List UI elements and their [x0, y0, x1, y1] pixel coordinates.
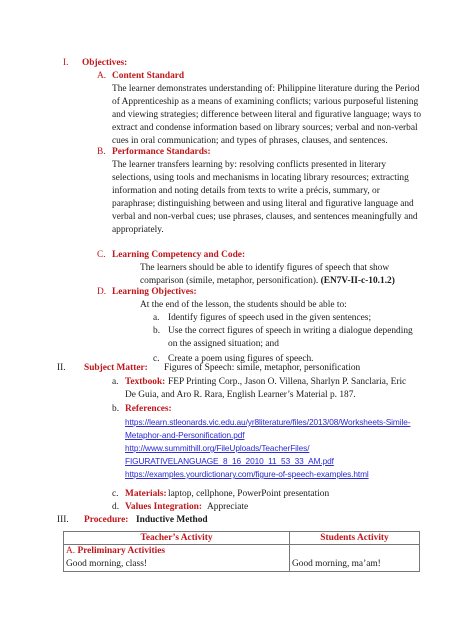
competency-text-line1: The learners should be able to identify figures of speech that show — [140, 263, 390, 273]
procedure-text: Inductive Method — [136, 515, 208, 525]
values-label: Values Integration: — [125, 502, 202, 512]
objective-item: Identify figures of speech used in the given sentences; — [168, 313, 372, 323]
materials-text: laptop, cellphone, PowerPoint presentation — [168, 489, 330, 499]
content-standard-line: extract and condense information based on library sources; verbal and non-verbal — [112, 123, 418, 133]
performance-standards-line: selections, using tools and mechanisms in locating library resources; extracting — [112, 173, 409, 183]
objectives-heading: Objectives: — [82, 58, 128, 68]
content-standard-title: Content Standard — [112, 71, 185, 81]
performance-standards-title: Performance Standards: — [112, 147, 211, 157]
teacher-activity-header: Teacher’s Activity — [64, 532, 290, 545]
section-iii-number: III. — [57, 515, 69, 525]
preliminary-activities-heading — [66, 545, 287, 558]
subject-matter-text: Figures of Speech: simile, metaphor, personification — [164, 363, 361, 373]
performance-standards-letter: B. — [97, 147, 106, 157]
competency-letter: C. — [97, 250, 106, 260]
learning-objectives-letter: D. — [97, 287, 107, 297]
competency-text: comparison (simile, metaphor, personification). — [140, 276, 319, 286]
objective-letter: a. — [153, 313, 160, 323]
objective-item: Create a poem using figures of speech. — [168, 354, 314, 364]
performance-standards-text — [112, 159, 432, 237]
reference-link[interactable]: http://www.summithill.org/FileUploads/TeacherFiles/ — [125, 443, 310, 453]
student-cell — [290, 545, 420, 572]
teacher-line: Good morning, class! — [66, 559, 147, 569]
textbook-letter: a. — [112, 377, 119, 387]
learning-objectives-title: Learning Objectives: — [112, 287, 197, 297]
learning-objectives-intro: At the end of the lesson, the students should be able to: — [140, 300, 347, 310]
content-standard-line: of Apprenticeship as a means of examining conflicts; various purposeful listening — [112, 97, 419, 107]
content-standard-line: cues in oral communication; and types of phrases, clauses, and sentences. — [112, 136, 388, 146]
subject-matter-label: Subject Matter: — [84, 363, 148, 373]
competency-title: Learning Competency and Code: — [112, 250, 246, 260]
objective-item: Use the correct figures of speech in writing a dialogue depending — [168, 326, 413, 336]
textbook-label: Textbook: — [125, 377, 166, 387]
performance-standards-line: information and noting details from texts to write a précis, summary, or — [112, 186, 380, 196]
objective-letter: c. — [153, 354, 160, 364]
students-activity-header: Students Activity — [290, 532, 420, 545]
reference-link[interactable]: FIGURATIVELANGUAGE_8_16_2010_11_53_33_AM.pdf — [125, 456, 334, 466]
procedure-label: Procedure: — [84, 515, 129, 525]
table-header-row — [64, 532, 420, 545]
performance-standards-line: verbal and non-verbal cues; use phrases, clauses, and sentences meaningfully and — [112, 212, 418, 222]
references-letter: b. — [112, 404, 120, 414]
student-line: Good morning, ma’am! — [292, 559, 381, 569]
content-standard-line: The learner demonstrates understanding of: Philippine literature during the Period — [112, 84, 420, 94]
section-ii-number: II. — [57, 363, 66, 373]
reference-link[interactable]: https://learn.stleonards.vic.edu.au/yr8literature/files/2013/08/Worksheets-Simile- — [125, 417, 411, 427]
activity-table — [63, 531, 420, 572]
materials-letter: c. — [112, 489, 119, 499]
teacher-cell — [64, 545, 290, 572]
preliminary-title: Preliminary Activities — [77, 546, 166, 556]
performance-standards-line: The learner transfers learning by: resolving conflicts presented in literary — [112, 160, 387, 170]
section-i-number: I. — [63, 58, 69, 68]
performance-standards-line: paraphrase; distinguishing between and using literal and figurative language and — [112, 199, 414, 209]
materials-label: Materials: — [125, 489, 167, 499]
objective-letter: b. — [153, 326, 161, 336]
content-standard-text — [112, 83, 432, 148]
textbook-text-line2: De Guia, and Aro R. Rara, English Learner’s Material p. 187. — [125, 390, 356, 400]
performance-standards-line: appropriately. — [112, 225, 164, 235]
textbook-text-line1: FEP Printing Corp., Jason O. Villena, Sharlyn P. Sanclaria, Eric — [168, 377, 407, 387]
competency-code: (EN7V-II-c-10.1.2) — [320, 276, 395, 286]
reference-link[interactable]: https://examples.yourdictionary.com/figure-of-speech-examples.html — [125, 469, 369, 479]
reference-link[interactable]: Metaphor-and-Personification.pdf — [125, 430, 245, 440]
table-row — [64, 545, 420, 572]
content-standard-line: and viewing strategies; difference between literal and figurative language; ways to — [112, 110, 422, 120]
values-text: Appreciate — [207, 502, 249, 512]
preliminary-letter: A. — [66, 546, 76, 556]
values-letter: d. — [112, 502, 120, 512]
objective-item-continued: on the assigned situation; and — [168, 339, 279, 349]
references-label: References: — [125, 404, 172, 414]
content-standard-letter: A. — [97, 71, 107, 81]
